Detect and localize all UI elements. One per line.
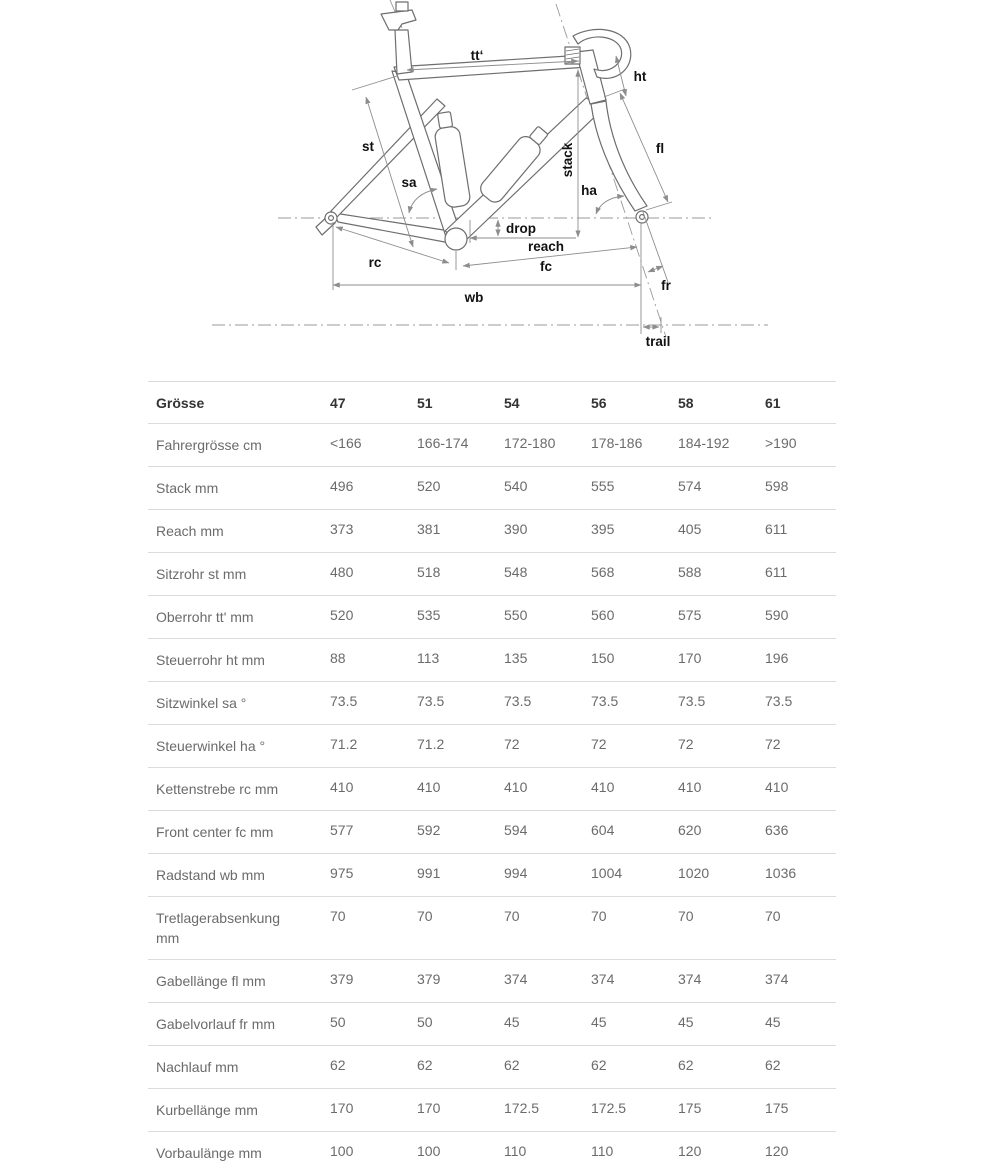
table-cell: 120: [765, 1132, 836, 1174]
row-label: Oberrohr tt' mm: [148, 596, 330, 639]
table-row: [148, 1003, 836, 1046]
table-cell: 113: [417, 639, 504, 682]
row-label: Front center fc mm: [148, 811, 330, 854]
table-cell: 518: [417, 553, 504, 596]
table-cell: 373: [330, 510, 417, 553]
row-label: Vorbaulänge mm: [148, 1132, 330, 1174]
size-col-header: 58: [678, 382, 765, 424]
table-cell: 991: [417, 854, 504, 897]
table-cell: 560: [591, 596, 678, 639]
table-cell: 45: [765, 1003, 836, 1046]
table-cell: 62: [678, 1046, 765, 1089]
seatpost-knob: [396, 2, 408, 11]
table-cell: 496: [330, 467, 417, 510]
table-row: [148, 553, 836, 596]
table-cell: 62: [417, 1046, 504, 1089]
table-cell: 72: [678, 725, 765, 768]
table-cell: 100: [417, 1132, 504, 1174]
table-cell: 110: [504, 1132, 591, 1174]
table-cell: <166: [330, 424, 417, 467]
table-cell: 620: [678, 811, 765, 854]
rear-axle: [325, 212, 337, 224]
table-cell: 379: [330, 960, 417, 1003]
table-cell: 62: [504, 1046, 591, 1089]
table-cell: 45: [678, 1003, 765, 1046]
table-cell: 410: [330, 768, 417, 811]
table-row: [148, 510, 836, 553]
table-cell: 70: [504, 897, 591, 960]
table-cell: 520: [417, 467, 504, 510]
table-cell: 72: [504, 725, 591, 768]
table-cell: 170: [678, 639, 765, 682]
table-cell: 575: [678, 596, 765, 639]
table-cell: 70: [678, 897, 765, 960]
table-row: [148, 854, 836, 897]
table-cell: 1036: [765, 854, 836, 897]
table-cell: 590: [765, 596, 836, 639]
table-row: [148, 725, 836, 768]
row-label: Tretlagerabsenkung mm: [148, 897, 330, 960]
table-cell: 70: [330, 897, 417, 960]
table-cell: 574: [678, 467, 765, 510]
table-cell: 1004: [591, 854, 678, 897]
chainstay: [334, 213, 450, 243]
table-cell: 50: [417, 1003, 504, 1046]
table-cell: 395: [591, 510, 678, 553]
seatpost-head: [381, 10, 416, 30]
table-cell: 71.2: [330, 725, 417, 768]
table-cell: 170: [330, 1089, 417, 1132]
table-cell: 410: [765, 768, 836, 811]
table-cell: 535: [417, 596, 504, 639]
table-cell: 390: [504, 510, 591, 553]
table-cell: 550: [504, 596, 591, 639]
table-cell: 410: [417, 768, 504, 811]
row-label: Reach mm: [148, 510, 330, 553]
table-cell: 170: [417, 1089, 504, 1132]
dim-fr: [648, 266, 663, 272]
table-cell: 381: [417, 510, 504, 553]
geometry-table: [148, 381, 836, 1174]
bike-geometry-diagram: [0, 0, 983, 370]
size-col-header: 51: [417, 382, 504, 424]
label-st: st: [362, 139, 375, 154]
table-cell: 588: [678, 553, 765, 596]
table-cell: 73.5: [678, 682, 765, 725]
label-ha: ha: [581, 183, 597, 198]
table-cell: 540: [504, 467, 591, 510]
table-cell: 598: [765, 467, 836, 510]
table-cell: 520: [330, 596, 417, 639]
table-cell: 70: [765, 897, 836, 960]
table-row: [148, 424, 836, 467]
row-label: Steuerrohr ht mm: [148, 639, 330, 682]
table-cell: 175: [678, 1089, 765, 1132]
table-cell: 405: [678, 510, 765, 553]
table-row: [148, 596, 836, 639]
table-row: [148, 1046, 836, 1089]
arc-ha: [596, 196, 624, 214]
table-cell: 45: [504, 1003, 591, 1046]
table-cell: 72: [765, 725, 836, 768]
row-label: Sitzwinkel sa °: [148, 682, 330, 725]
label-fc: fc: [540, 259, 552, 274]
centerlines: [212, 0, 768, 337]
table-cell: 568: [591, 553, 678, 596]
row-label: Fahrergrösse cm: [148, 424, 330, 467]
seatpost: [395, 30, 412, 74]
table-cell: 70: [591, 897, 678, 960]
top-tube: [394, 55, 588, 80]
table-cell: 45: [591, 1003, 678, 1046]
table-cell: 184-192: [678, 424, 765, 467]
size-col-header: 47: [330, 382, 417, 424]
size-header-label: Grösse: [148, 382, 330, 424]
table-cell: 975: [330, 854, 417, 897]
table-cell: 70: [417, 897, 504, 960]
table-cell: 135: [504, 639, 591, 682]
label-fl: fl: [656, 141, 664, 156]
table-row: [148, 1132, 836, 1174]
table-cell: 71.2: [417, 725, 504, 768]
table-row: [148, 467, 836, 510]
table-cell: 72: [591, 725, 678, 768]
table-cell: 73.5: [765, 682, 836, 725]
table-cell: 577: [330, 811, 417, 854]
table-cell: 50: [330, 1003, 417, 1046]
table-cell: 636: [765, 811, 836, 854]
table-cell: 379: [417, 960, 504, 1003]
table-cell: 172.5: [504, 1089, 591, 1132]
table-row: [148, 1089, 836, 1132]
label-tt: tt‘: [471, 48, 484, 63]
table-cell: 100: [330, 1132, 417, 1174]
table-cell: 172-180: [504, 424, 591, 467]
table-cell: 62: [330, 1046, 417, 1089]
table-cell: 62: [591, 1046, 678, 1089]
table-cell: 73.5: [591, 682, 678, 725]
label-drop: drop: [506, 221, 536, 236]
label-sa: sa: [401, 175, 417, 190]
label-reach: reach: [528, 239, 564, 254]
size-col-header: 56: [591, 382, 678, 424]
fork: [591, 101, 647, 211]
table-cell: 73.5: [504, 682, 591, 725]
label-rc: rc: [369, 255, 382, 270]
row-label: Steuerwinkel ha °: [148, 725, 330, 768]
table-cell: 374: [504, 960, 591, 1003]
label-trail: trail: [646, 334, 671, 349]
table-row: [148, 897, 836, 960]
row-label: Gabellänge fl mm: [148, 960, 330, 1003]
row-label: Radstand wb mm: [148, 854, 330, 897]
table-cell: 555: [591, 467, 678, 510]
table-cell: 374: [678, 960, 765, 1003]
table-cell: 594: [504, 811, 591, 854]
label-ht: ht: [634, 69, 647, 84]
table-cell: 611: [765, 553, 836, 596]
table-cell: 410: [504, 768, 591, 811]
table-cell: 548: [504, 553, 591, 596]
table-cell: >190: [765, 424, 836, 467]
table-cell: 150: [591, 639, 678, 682]
size-col-header: 61: [765, 382, 836, 424]
table-cell: 1020: [678, 854, 765, 897]
table-cell: 73.5: [417, 682, 504, 725]
row-label: Kettenstrebe rc mm: [148, 768, 330, 811]
frame-drawing: [316, 2, 648, 250]
table-row: [148, 960, 836, 1003]
table-cell: 410: [591, 768, 678, 811]
table-row: [148, 768, 836, 811]
table-cell: 410: [678, 768, 765, 811]
table-cell: 166-174: [417, 424, 504, 467]
table-header-row: [148, 382, 836, 424]
table-cell: 172.5: [591, 1089, 678, 1132]
table-cell: 110: [591, 1132, 678, 1174]
row-label: Kurbellänge mm: [148, 1089, 330, 1132]
table-cell: 62: [765, 1046, 836, 1089]
table-row: [148, 639, 836, 682]
table-cell: 480: [330, 553, 417, 596]
table-row: [148, 682, 836, 725]
table-cell: 178-186: [591, 424, 678, 467]
row-label: Nachlauf mm: [148, 1046, 330, 1089]
fork-axis-ext: [643, 212, 668, 282]
row-label: Gabelvorlauf fr mm: [148, 1003, 330, 1046]
table-cell: 73.5: [330, 682, 417, 725]
label-stack: stack: [560, 142, 575, 177]
table-cell: 374: [591, 960, 678, 1003]
size-col-header: 54: [504, 382, 591, 424]
label-wb: wb: [464, 290, 484, 305]
table-cell: 88: [330, 639, 417, 682]
row-label: Stack mm: [148, 467, 330, 510]
row-label: Sitzrohr st mm: [148, 553, 330, 596]
label-fr: fr: [661, 278, 671, 293]
table-row: [148, 811, 836, 854]
table-cell: 611: [765, 510, 836, 553]
table-cell: 994: [504, 854, 591, 897]
table-cell: 196: [765, 639, 836, 682]
table-body: [148, 424, 836, 1174]
table-cell: 592: [417, 811, 504, 854]
table-cell: 120: [678, 1132, 765, 1174]
table-cell: 175: [765, 1089, 836, 1132]
table-cell: 604: [591, 811, 678, 854]
table-cell: 374: [765, 960, 836, 1003]
bottom-bracket: [445, 228, 467, 250]
